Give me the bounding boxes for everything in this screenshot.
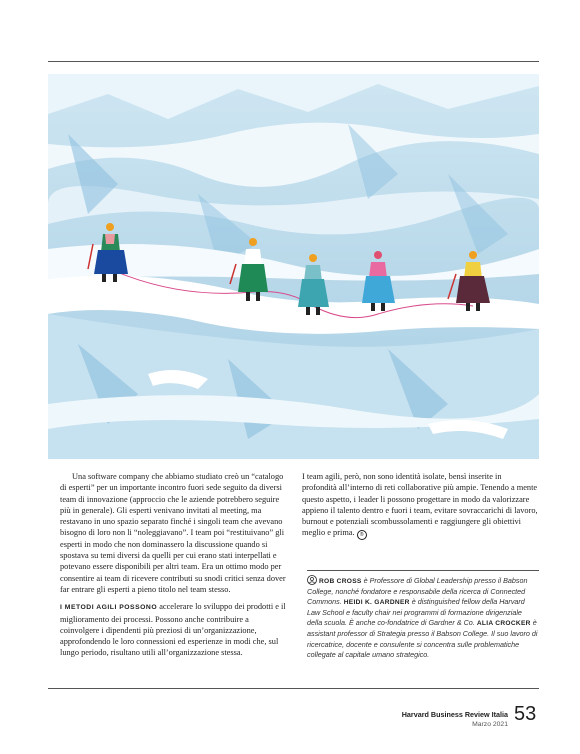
glacier-illustration — [48, 74, 539, 459]
author-description: è assistant professor di Strategia presso il Babson College. Il suo lavoro di ricercatrice, docente e consulente si concentra sulle problematiche collegate al capitale umano strategico. — [307, 618, 538, 659]
author-description: è Professore di Global Leadership presso il Babson College, nonché fondatore e responsabile della ricerca di Connected Commons. — [307, 576, 528, 607]
article-paragraph — [302, 471, 538, 540]
section-lead-in: I METODI AGILI POSSONO — [60, 604, 158, 612]
author-name: HEIDI K. GARDNER — [343, 599, 410, 607]
publication-name: Harvard Business Review Italia — [401, 710, 508, 719]
article-paragraph — [60, 601, 286, 658]
page-number: 53 — [514, 703, 537, 725]
end-of-article-mark: ® — [357, 530, 367, 540]
paragraph-text: accelerare lo sviluppo dei prodotti e il miglioramento dei processi. Possono anche contribuire a coinvolgere i dipendenti più preziosi di un’organizzazione, approfondendo le loro connessioni ed esperienze in modi che, sul lungo periodo, risultano utili all’organizzazione stessa. — [60, 602, 286, 658]
photo-climbers-on-glacier — [48, 74, 539, 459]
paragraph-text: I team agili, però, non sono identità isolate, bensì inserite in profondità all’interno di reti collaborative più ampie. Tenendo a mente questo aspetto, i leader li possono progettare in modo da valorizzare appieno il talento dentro e fuori i team, evitare sovraccarichi di lavoro, burnout e potenziali scombussolamenti e raggiungere gli obiettivi meglio e prima. — [302, 472, 538, 538]
bottom-rule — [48, 688, 539, 689]
person-icon — [307, 575, 317, 585]
bio-rule — [307, 570, 539, 571]
author-name: ROB CROSS — [319, 578, 362, 585]
article-left-column — [60, 471, 286, 659]
issue-date: Marzo 2021 — [472, 721, 508, 728]
author-bio — [307, 575, 539, 660]
top-rule — [48, 61, 539, 62]
author-name: ALIA CROCKER — [476, 620, 531, 628]
article-paragraph: Una software company che abbiamo studiato creò un “catalogo di esperti” per un importante incontro fuori sede seguito da diversi team di innovazione (approccio che le aziende potrebbero seguire più in generale). Gli esperti venivano invitati al meeting, ma restavano in uno spazio separato finché i singoli team che avevano bisogno di loro non li “noleggiavano”. I team poi “restituivano” gli esperti in modo che non dominassero la discussione quando si spostava su temi diversi da quelli per cui erano stati interpellati e potevano essere disponibili per altri team. Era un ottimo modo per consentire ai team di ricevere contributi su snodi critici senza dover far entrare gli esperti a pieno titolo nel team stesso. — [60, 472, 286, 594]
article-right-column — [302, 471, 538, 540]
author-description: è distinguished fellow della Harvard Law School e faculty chair nei programmi di formazione dirigenziale della scuola. È anche co-fondatrice di Gardner & Co. — [307, 597, 525, 628]
